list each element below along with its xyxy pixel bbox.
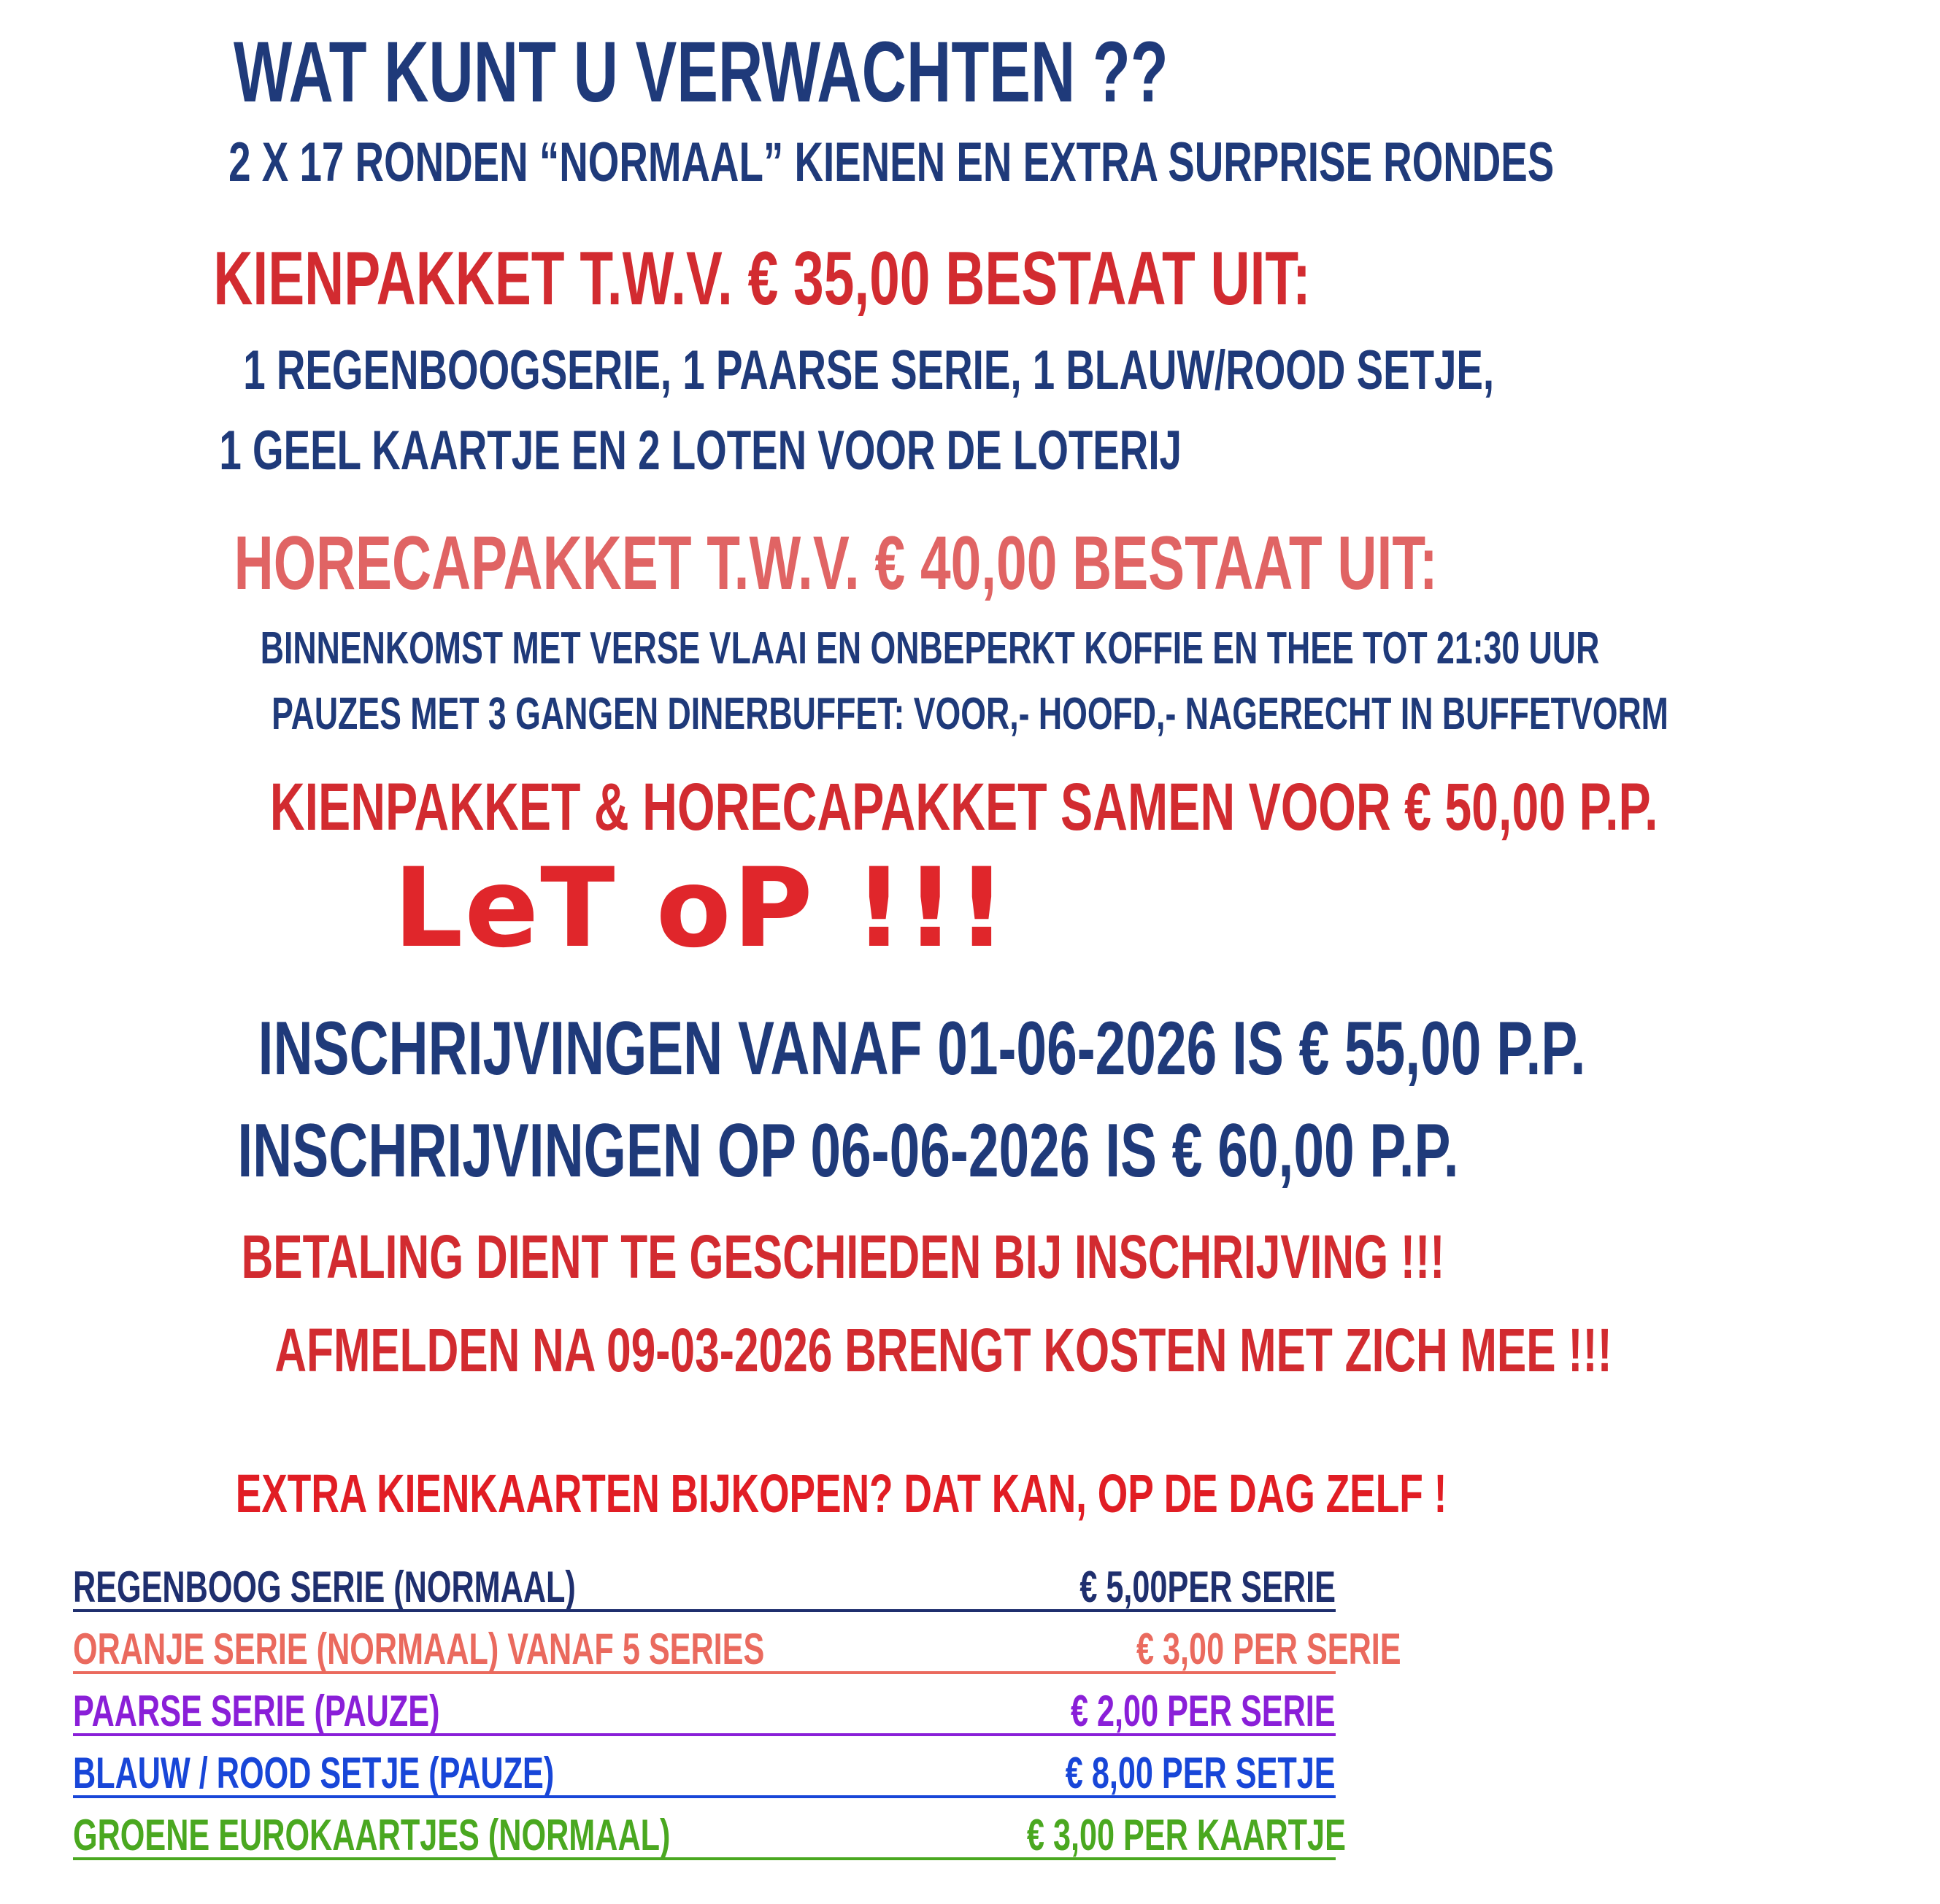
price-amount: € 3,00 PER SERIE [1136,1624,1401,1673]
price-row-regenboog [73,1558,1336,1612]
horecapakket-heading: HORECAPAKKET T.W.V. € 40,00 BESTAAT UIT: [234,521,1438,606]
price-row-paars [73,1682,1336,1736]
kienpakket-line-1: 1 REGENBOOGSERIE, 1 PAARSE SERIE, 1 BLAUW/ROOD SETJE, [243,339,1495,401]
price-label: GROENE EUROKAARTJES (NORMAAL) [73,1811,671,1859]
price-row-groen [73,1806,1346,1860]
price-row-blauw-rood [73,1744,1336,1798]
subtitle: 2 X 17 RONDEN “NORMAAL” KIENEN EN EXTRA SURPRISE RONDES [228,131,1555,193]
inschrijving-line-2: INSCHRIJVINGEN OP 06-06-2026 IS € 60,00 P.P. [237,1109,1459,1193]
price-amount: € 5,00PER SERIE [1079,1562,1336,1611]
horecapakket-line-1: BINNENKOMST MET VERSE VLAAI EN ONBEPERKT KOFFIE EN THEE TOT 21:30 UUR [260,623,1600,674]
betaling-notice: BETALING DIENT TE GESCHIEDEN BIJ INSCHRIJVING !!! [241,1222,1445,1291]
combined-offer: KIENPAKKET & HORECAPAKKET SAMEN VOOR € 50,00 P.P. [269,770,1658,844]
afmelden-notice: AFMELDEN NA 09-03-2026 BRENGT KOSTEN MET ZICH MEE !!! [274,1316,1612,1384]
price-amount: € 8,00 PER SETJE [1066,1749,1336,1797]
kienpakket-line-2: 1 GEEL KAARTJE EN 2 LOTEN VOOR DE LOTERIJ [219,420,1182,482]
price-label: BLAUW / ROOD SETJE (PAUZE) [73,1749,555,1797]
let-op-banner: LeT oP !!! [393,845,1009,972]
page-title: WAT KUNT U VERWACHTEN ?? [233,24,1169,120]
extra-cards-heading: EXTRA KIENKAARTEN BIJKOPEN? DAT KAN, OP DE DAG ZELF ! [235,1463,1447,1524]
horecapakket-line-2: PAUZES MET 3 GANGEN DINERBUFFET: VOOR,- HOOFD,- NAGERECHT IN BUFFETVORM [272,689,1668,739]
kienpakket-heading: KIENPAKKET T.W.V. € 35,00 BESTAAT UIT: [213,236,1311,321]
price-row-oranje [73,1620,1401,1674]
price-label: REGENBOOG SERIE (NORMAAL) [73,1562,576,1611]
price-amount: € 2,00 PER SERIE [1071,1687,1336,1735]
price-label: ORANJE SERIE (NORMAAL) VANAF 5 SERIES [73,1624,765,1673]
inschrijving-line-1: INSCHRIJVINGEN VANAF 01-06-2026 IS € 55,00 P.P. [258,1006,1586,1091]
price-label: PAARSE SERIE (PAUZE) [73,1687,440,1735]
price-amount: € 3,00 PER KAARTJE [1026,1811,1346,1859]
